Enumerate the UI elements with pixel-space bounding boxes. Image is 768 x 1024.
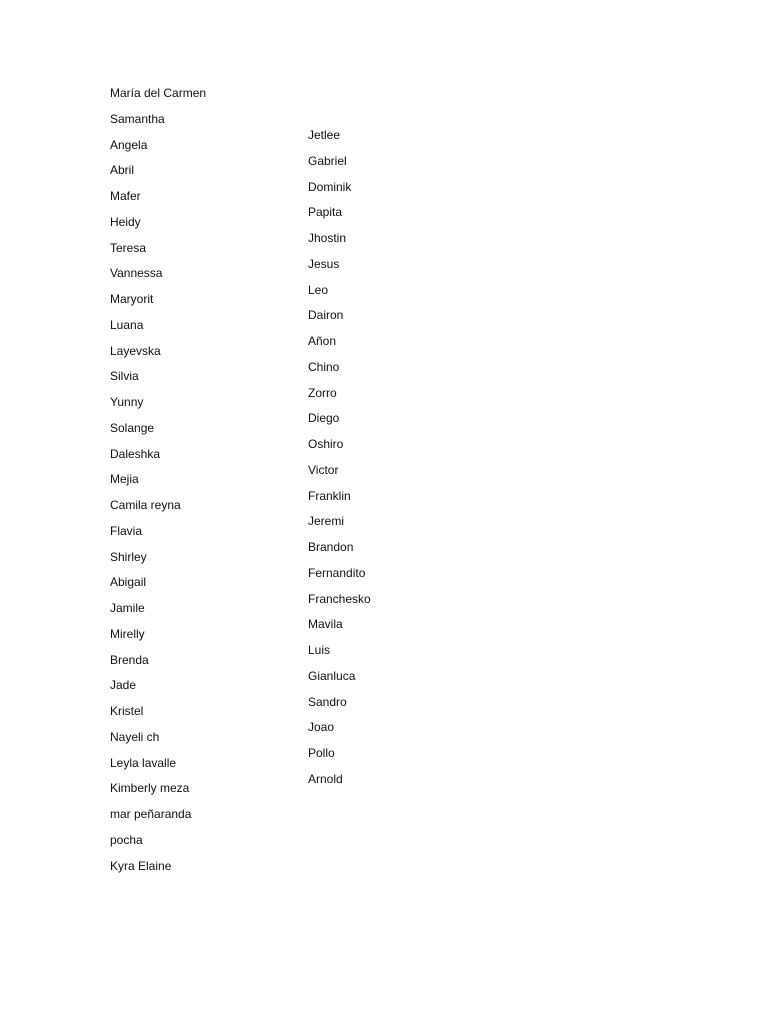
list-item: Fernandito xyxy=(308,565,366,580)
list-item: Teresa xyxy=(110,240,147,255)
list-item: Mejia xyxy=(110,472,139,487)
list-item: Leyla lavalle xyxy=(110,755,177,770)
list-item: Shirley xyxy=(110,549,147,564)
list-item: Mavila xyxy=(308,617,343,632)
list-item: Gabriel xyxy=(308,153,347,168)
list-item: Papita xyxy=(308,205,343,220)
list-item: Layevska xyxy=(110,343,161,358)
list-item: Gianluca xyxy=(308,668,356,683)
list-item: Zorro xyxy=(308,385,337,400)
list-item: Daleshka xyxy=(110,446,161,461)
left-name-list xyxy=(110,85,206,883)
list-item: Abigail xyxy=(110,575,147,590)
list-item: Kyra Elaine xyxy=(110,858,172,873)
list-item: Mirelly xyxy=(110,626,145,641)
list-item: Mafer xyxy=(110,189,141,203)
list-item: Kimberly meza xyxy=(110,781,190,796)
list-item: Sandro xyxy=(308,694,347,709)
list-item: Heidy xyxy=(110,214,141,229)
list-item: Luana xyxy=(110,317,144,332)
list-item: Diego xyxy=(308,411,340,426)
list-item: Dairon xyxy=(308,308,344,323)
list-item: Joao xyxy=(308,720,335,735)
list-item: Victor xyxy=(308,462,339,477)
list-item: Pollo xyxy=(308,746,335,760)
list-item: Jhostin xyxy=(308,231,347,245)
list-item: Flavia xyxy=(110,523,143,538)
list-item: Maryorit xyxy=(110,292,154,306)
list-item: Luis xyxy=(308,643,331,657)
list-item: Samantha xyxy=(110,111,165,126)
list-item: Angela xyxy=(110,137,148,152)
list-item: Kristel xyxy=(110,704,144,718)
list-item: mar peñaranda xyxy=(110,807,192,821)
list-item: Franchesko xyxy=(308,591,371,606)
list-item: María del Carmen xyxy=(110,86,207,100)
list-item: Jeremi xyxy=(308,514,345,529)
list-item: Solange xyxy=(110,420,155,435)
list-item: Arnold xyxy=(308,771,343,786)
list-item: Dominik xyxy=(308,179,352,194)
list-item: Leo xyxy=(308,282,329,297)
list-item: Yunny xyxy=(110,395,144,409)
list-item: Brenda xyxy=(110,652,149,667)
list-item: Jamile xyxy=(110,601,145,615)
list-item: Jade xyxy=(110,678,137,693)
list-item: Jesus xyxy=(308,256,340,271)
list-item: Camila reyna xyxy=(110,498,181,512)
list-item: Brandon xyxy=(308,540,354,554)
list-item: Jetlee xyxy=(308,128,341,142)
list-item: Nayeli ch xyxy=(110,729,160,744)
list-item: Silvia xyxy=(110,369,139,384)
right-name-list xyxy=(308,127,371,797)
list-item: Abril xyxy=(110,163,135,178)
list-item: Vannessa xyxy=(110,266,163,281)
list-item: Franklin xyxy=(308,488,351,503)
list-item: Oshiro xyxy=(308,437,344,451)
list-item: pocha xyxy=(110,832,143,847)
list-item: Chino xyxy=(308,359,340,374)
list-item: Añon xyxy=(308,334,337,348)
